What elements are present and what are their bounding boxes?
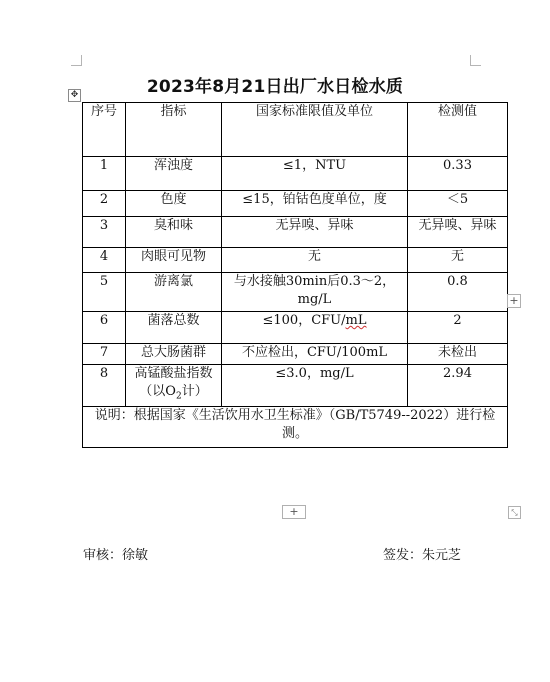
cell-value: 2 <box>408 312 508 344</box>
reviewer-signature: 审核：徐敏 <box>83 548 149 563</box>
table-move-handle-icon[interactable]: ✥ <box>68 89 81 102</box>
cell-limit-line: 与水接触30min后0.3～2， <box>233 274 396 289</box>
table-row <box>83 273 508 312</box>
cell-item: 臭和味 <box>126 217 222 248</box>
cell-limit: 无 <box>222 248 408 273</box>
table-row <box>83 312 508 344</box>
cell-no: 6 <box>83 312 126 344</box>
document-title: 2023年8月21日出厂水日检水质 <box>146 77 404 97</box>
cell-limit: 无异嗅、异味 <box>222 217 408 248</box>
cell-limit: 不应检出，CFU/100mL <box>222 344 408 365</box>
cell-no: 2 <box>83 191 126 217</box>
spellcheck-underlined-unit: mL <box>345 313 367 328</box>
cell-limit <box>222 312 408 344</box>
cell-value: 无 <box>408 248 508 273</box>
header-cell-value: 检测值 <box>408 103 508 157</box>
table-header-row <box>83 103 508 157</box>
cell-item: 色度 <box>126 191 222 217</box>
cell-value: 2.94 <box>408 365 508 407</box>
cell-value: 0.8 <box>408 273 508 312</box>
cell-item: 总大肠菌群 <box>126 344 222 365</box>
cell-item <box>126 365 222 407</box>
cell-limit: ≤1，NTU <box>222 157 408 191</box>
cell-limit: ≤15，铂钴色度单位，度 <box>222 191 408 217</box>
header-cell-item: 指标 <box>126 103 222 157</box>
cell-value: ＜5 <box>408 191 508 217</box>
table-resize-handle-icon[interactable]: ⤡ <box>508 506 521 519</box>
note-cell: 说明：根据国家《生活饮用水卫生标准》（GB/T5749--2022）进行检测。 <box>83 406 508 447</box>
cell-no: 5 <box>83 273 126 312</box>
cell-item-text: 计） <box>181 384 208 399</box>
issuer-signature: 签发：朱元芝 <box>383 548 462 563</box>
header-cell-limit: 国家标准限值及单位 <box>222 103 408 157</box>
cell-item: 肉眼可见物 <box>126 248 222 273</box>
water-quality-table <box>82 102 508 448</box>
cell-value: 未检出 <box>408 344 508 365</box>
subscript-text: 2 <box>175 391 182 402</box>
add-row-plus-icon[interactable]: + <box>282 505 306 519</box>
cell-item: 菌落总数 <box>126 312 222 344</box>
cell-limit: ≤3.0，mg/L <box>222 365 408 407</box>
cell-limit-line: mg/L <box>297 292 332 307</box>
text-cursor <box>507 188 508 198</box>
header-cell-no: 序号 <box>83 103 126 157</box>
cell-no: 7 <box>83 344 126 365</box>
add-column-plus-icon[interactable]: + <box>507 294 521 308</box>
cell-item-text: （以O <box>139 384 176 399</box>
cell-value: 0.33 <box>408 157 508 191</box>
table-row <box>83 365 508 407</box>
cell-limit-text: ≤100，CFU/ <box>262 313 346 328</box>
table-note-row <box>83 406 508 447</box>
cell-no: 8 <box>83 365 126 407</box>
cell-no: 3 <box>83 217 126 248</box>
table-row <box>83 191 508 217</box>
cell-limit <box>222 273 408 312</box>
cell-no: 1 <box>83 157 126 191</box>
cell-item-line <box>126 383 221 406</box>
cell-item: 浑浊度 <box>126 157 222 191</box>
table-row <box>83 217 508 248</box>
table-row <box>83 248 508 273</box>
cell-no: 4 <box>83 248 126 273</box>
cell-value: 无异嗅、异味 <box>408 217 508 248</box>
page-margin-corner-top-left <box>71 55 82 66</box>
table-row <box>83 157 508 191</box>
table-row <box>83 344 508 365</box>
page-margin-corner-top-right <box>470 55 481 66</box>
cell-item-line: 高锰酸盐指数 <box>134 366 213 381</box>
cell-item: 游离氯 <box>126 273 222 312</box>
